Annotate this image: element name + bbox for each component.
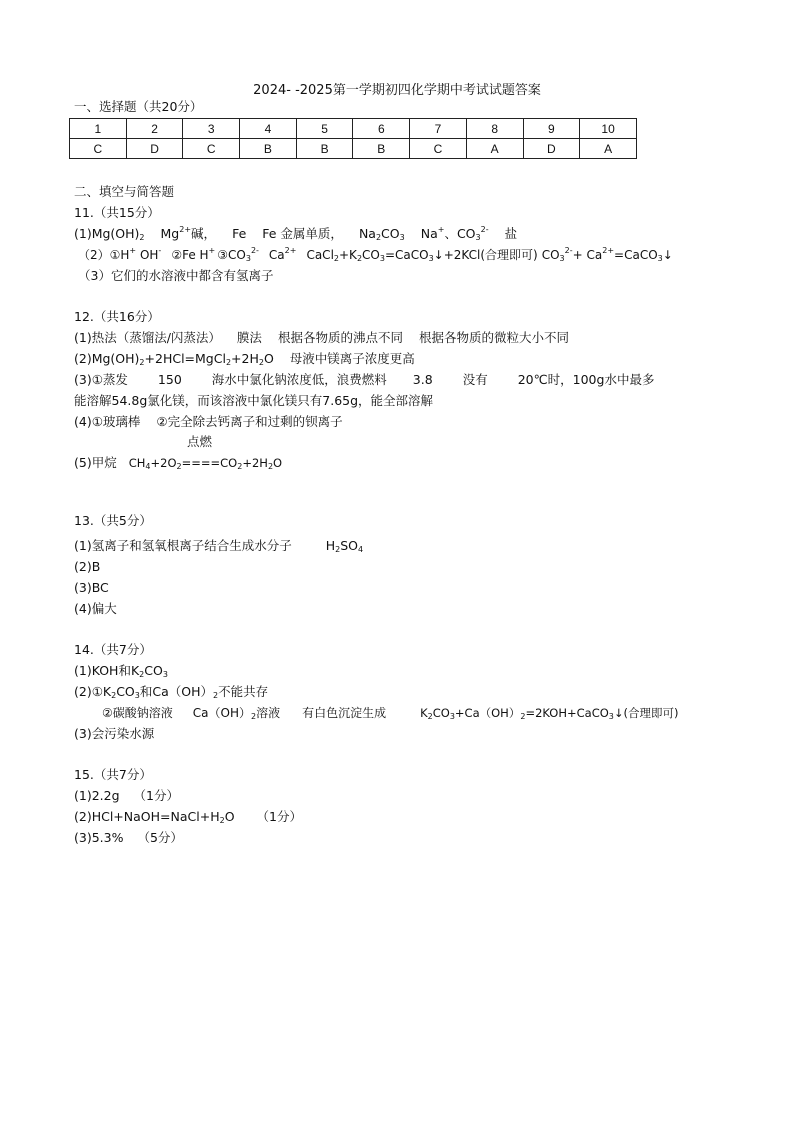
q13-line-1: (1)氢离子和氢氧根离子结合生成水分子 $H_2SO_4$ xyxy=(74,538,364,554)
question-number: 7 xyxy=(410,119,467,139)
reaction-condition: 点燃 xyxy=(187,434,213,449)
q12-line-5: (4)①玻璃棒 ②完全除去钙离子和过剩的钡离子 xyxy=(74,414,343,429)
answer-cell: C xyxy=(70,139,127,159)
question-number: 5 xyxy=(296,119,353,139)
question-number: 8 xyxy=(466,119,523,139)
question-number: 6 xyxy=(353,119,410,139)
question-number: 3 xyxy=(183,119,240,139)
q12-line-3: (3)①蒸发 150 海水中氯化钠浓度低，浪费燃料 3.8 没有 20℃时，100g水中最多 xyxy=(74,372,655,387)
table-row-numbers xyxy=(70,119,637,139)
answer-cell: B xyxy=(353,139,410,159)
q12-line-1: (1)热法（蒸馏法/闪蒸法） 膜法 根据各物质的沸点不同 根据各物质的微粒大小不同 xyxy=(74,330,569,345)
answer-cell: B xyxy=(296,139,353,159)
q12-line-6: (5)甲烷 $CH_4+2O_2====CO_2+2H_2O$ xyxy=(74,455,283,471)
question-number: 9 xyxy=(523,119,580,139)
q12-line-2: $(2)Mg(OH)_2+2HCl=MgCl_2+2H_2O$ 母液中镁离子浓度更高 xyxy=(74,351,415,367)
q14-line-4: (3)会污染水源 xyxy=(74,726,155,741)
q11-line-3: （3）它们的水溶液中都含有氢离子 xyxy=(78,268,274,283)
question-number: 10 xyxy=(580,119,637,139)
q14-line-1: (1)KOH和$K_2CO_3$ xyxy=(74,663,168,679)
answer-cell: C xyxy=(183,139,240,159)
answer-cell: A xyxy=(466,139,523,159)
answer-cell: D xyxy=(126,139,183,159)
page-title: 2024- -2025第一学期初四化学期中考试试题答案 xyxy=(253,83,541,98)
question-number: 4 xyxy=(240,119,297,139)
q15-heading: 15.（共7分） xyxy=(74,767,152,782)
q13-heading: 13.（共5分） xyxy=(74,513,152,528)
q11-line-1: $(1)Mg(OH)_2$ $Mg^{2+}$碱， Fe Fe 金属单质， $Na_2CO_3$ Na+、$CO_3^{2-}$ 盐 xyxy=(74,225,518,242)
table-row-answers xyxy=(70,139,637,159)
answer-cell: C xyxy=(410,139,467,159)
section-heading-fill: 二、填空与简答题 xyxy=(74,184,175,199)
answer-cell: D xyxy=(523,139,580,159)
section-heading-choice: 一、选择题（共20分） xyxy=(74,99,203,114)
answer-cell: B xyxy=(240,139,297,159)
q11-heading: 11.（共15分） xyxy=(74,205,160,220)
q12-line-4: 能溶解54.8g氯化镁，而该溶液中氯化镁只有7.65g，能全部溶解 xyxy=(74,393,434,408)
q15-line-3: (3)5.3% （5分） xyxy=(74,830,183,845)
q12-heading: 12.（共16分） xyxy=(74,309,160,324)
q14-line-3: ②碳酸钠溶液 $Ca(OH)_2$溶液 有白色沉淀生成 $K_2CO_3+Ca(OH)_2=2KOH+CaCO_3↓$(合理即可) xyxy=(102,706,679,721)
q13-line-3: (3)BC xyxy=(74,580,109,595)
q13-line-4: (4)偏大 xyxy=(74,601,117,616)
answer-table xyxy=(69,118,637,159)
q15-line-1: (1)2.2g （1分） xyxy=(74,788,179,803)
question-number: 2 xyxy=(126,119,183,139)
answer-cell: A xyxy=(580,139,637,159)
q15-line-2: $(2)HCl+NaOH=NaCl+H_2O$ （1分） xyxy=(74,809,302,825)
question-number: 1 xyxy=(70,119,127,139)
q14-heading: 14.（共7分） xyxy=(74,642,152,657)
q11-line-2: （2）①H+ OH- ②Fe H+ $③CO_3^{2-}$ $Ca^{2+}$ $CaCl_2+K_2CO_3=CaCO_3↓+2KCl$(合理即可) $CO_3^{2-}+$ $Ca^{2+}=CaCO_3↓$ xyxy=(78,246,673,263)
q14-line-2: $(2)①K_2CO_3$和$Ca(OH)_2$不能共存 xyxy=(74,684,269,700)
q13-line-2: (2)B xyxy=(74,559,101,574)
